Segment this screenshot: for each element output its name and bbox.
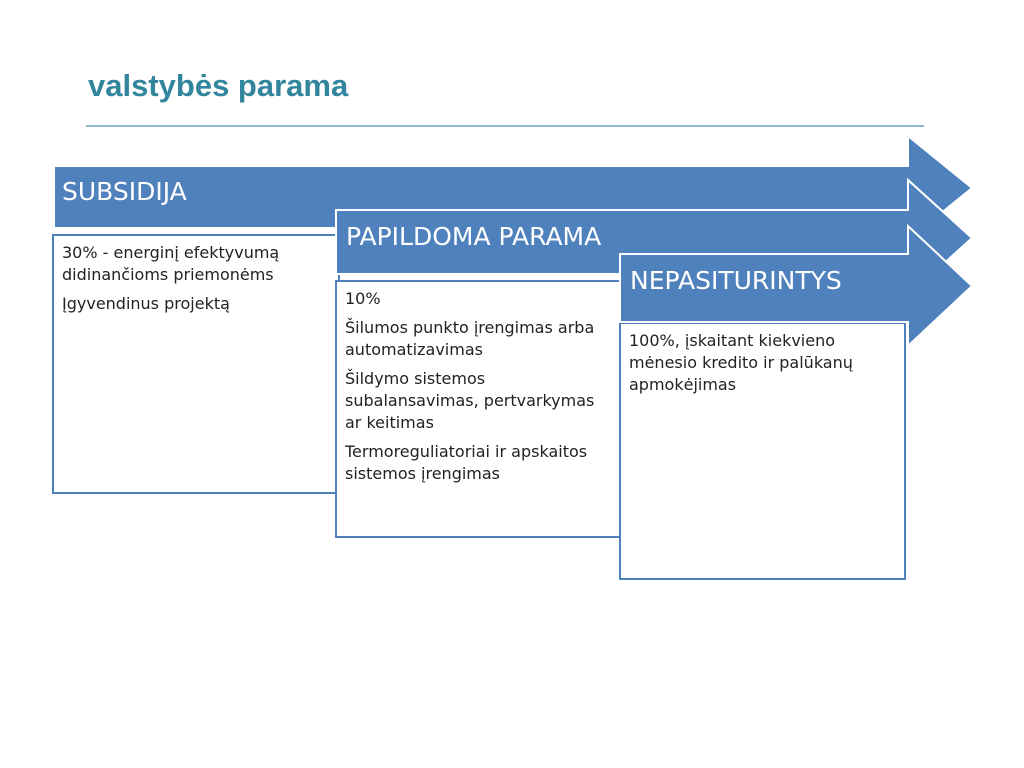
nepasiturintys-item: 100%, įskaitant kiekvieno mėnesio kredito ir palūkanų apmokėjimas (629, 331, 853, 394)
subsidija-item: 30% - energinį efektyvumą didinančioms priemonėms (62, 243, 280, 284)
papildoma-item: Šildymo sistemos subalansavimas, pertvarkymas ar keitimas (345, 369, 595, 432)
subsidija-item: Įgyvendinus projektą (62, 294, 230, 313)
papildoma-item: Šilumos punkto įrengimas arba automatizavimas (345, 318, 595, 359)
label-subsidija: SUBSIDIJA (62, 177, 187, 206)
label-nepasiturintys: NEPASITURINTYS (630, 266, 842, 295)
papildoma-item: Termoreguliatoriai ir apskaitos sistemos įrengimas (345, 442, 588, 483)
papildoma-item: 10% (345, 289, 381, 308)
label-papildoma-parama: PAPILDOMA PARAMA (346, 222, 602, 251)
slide-title: valstybės parama (88, 68, 349, 103)
